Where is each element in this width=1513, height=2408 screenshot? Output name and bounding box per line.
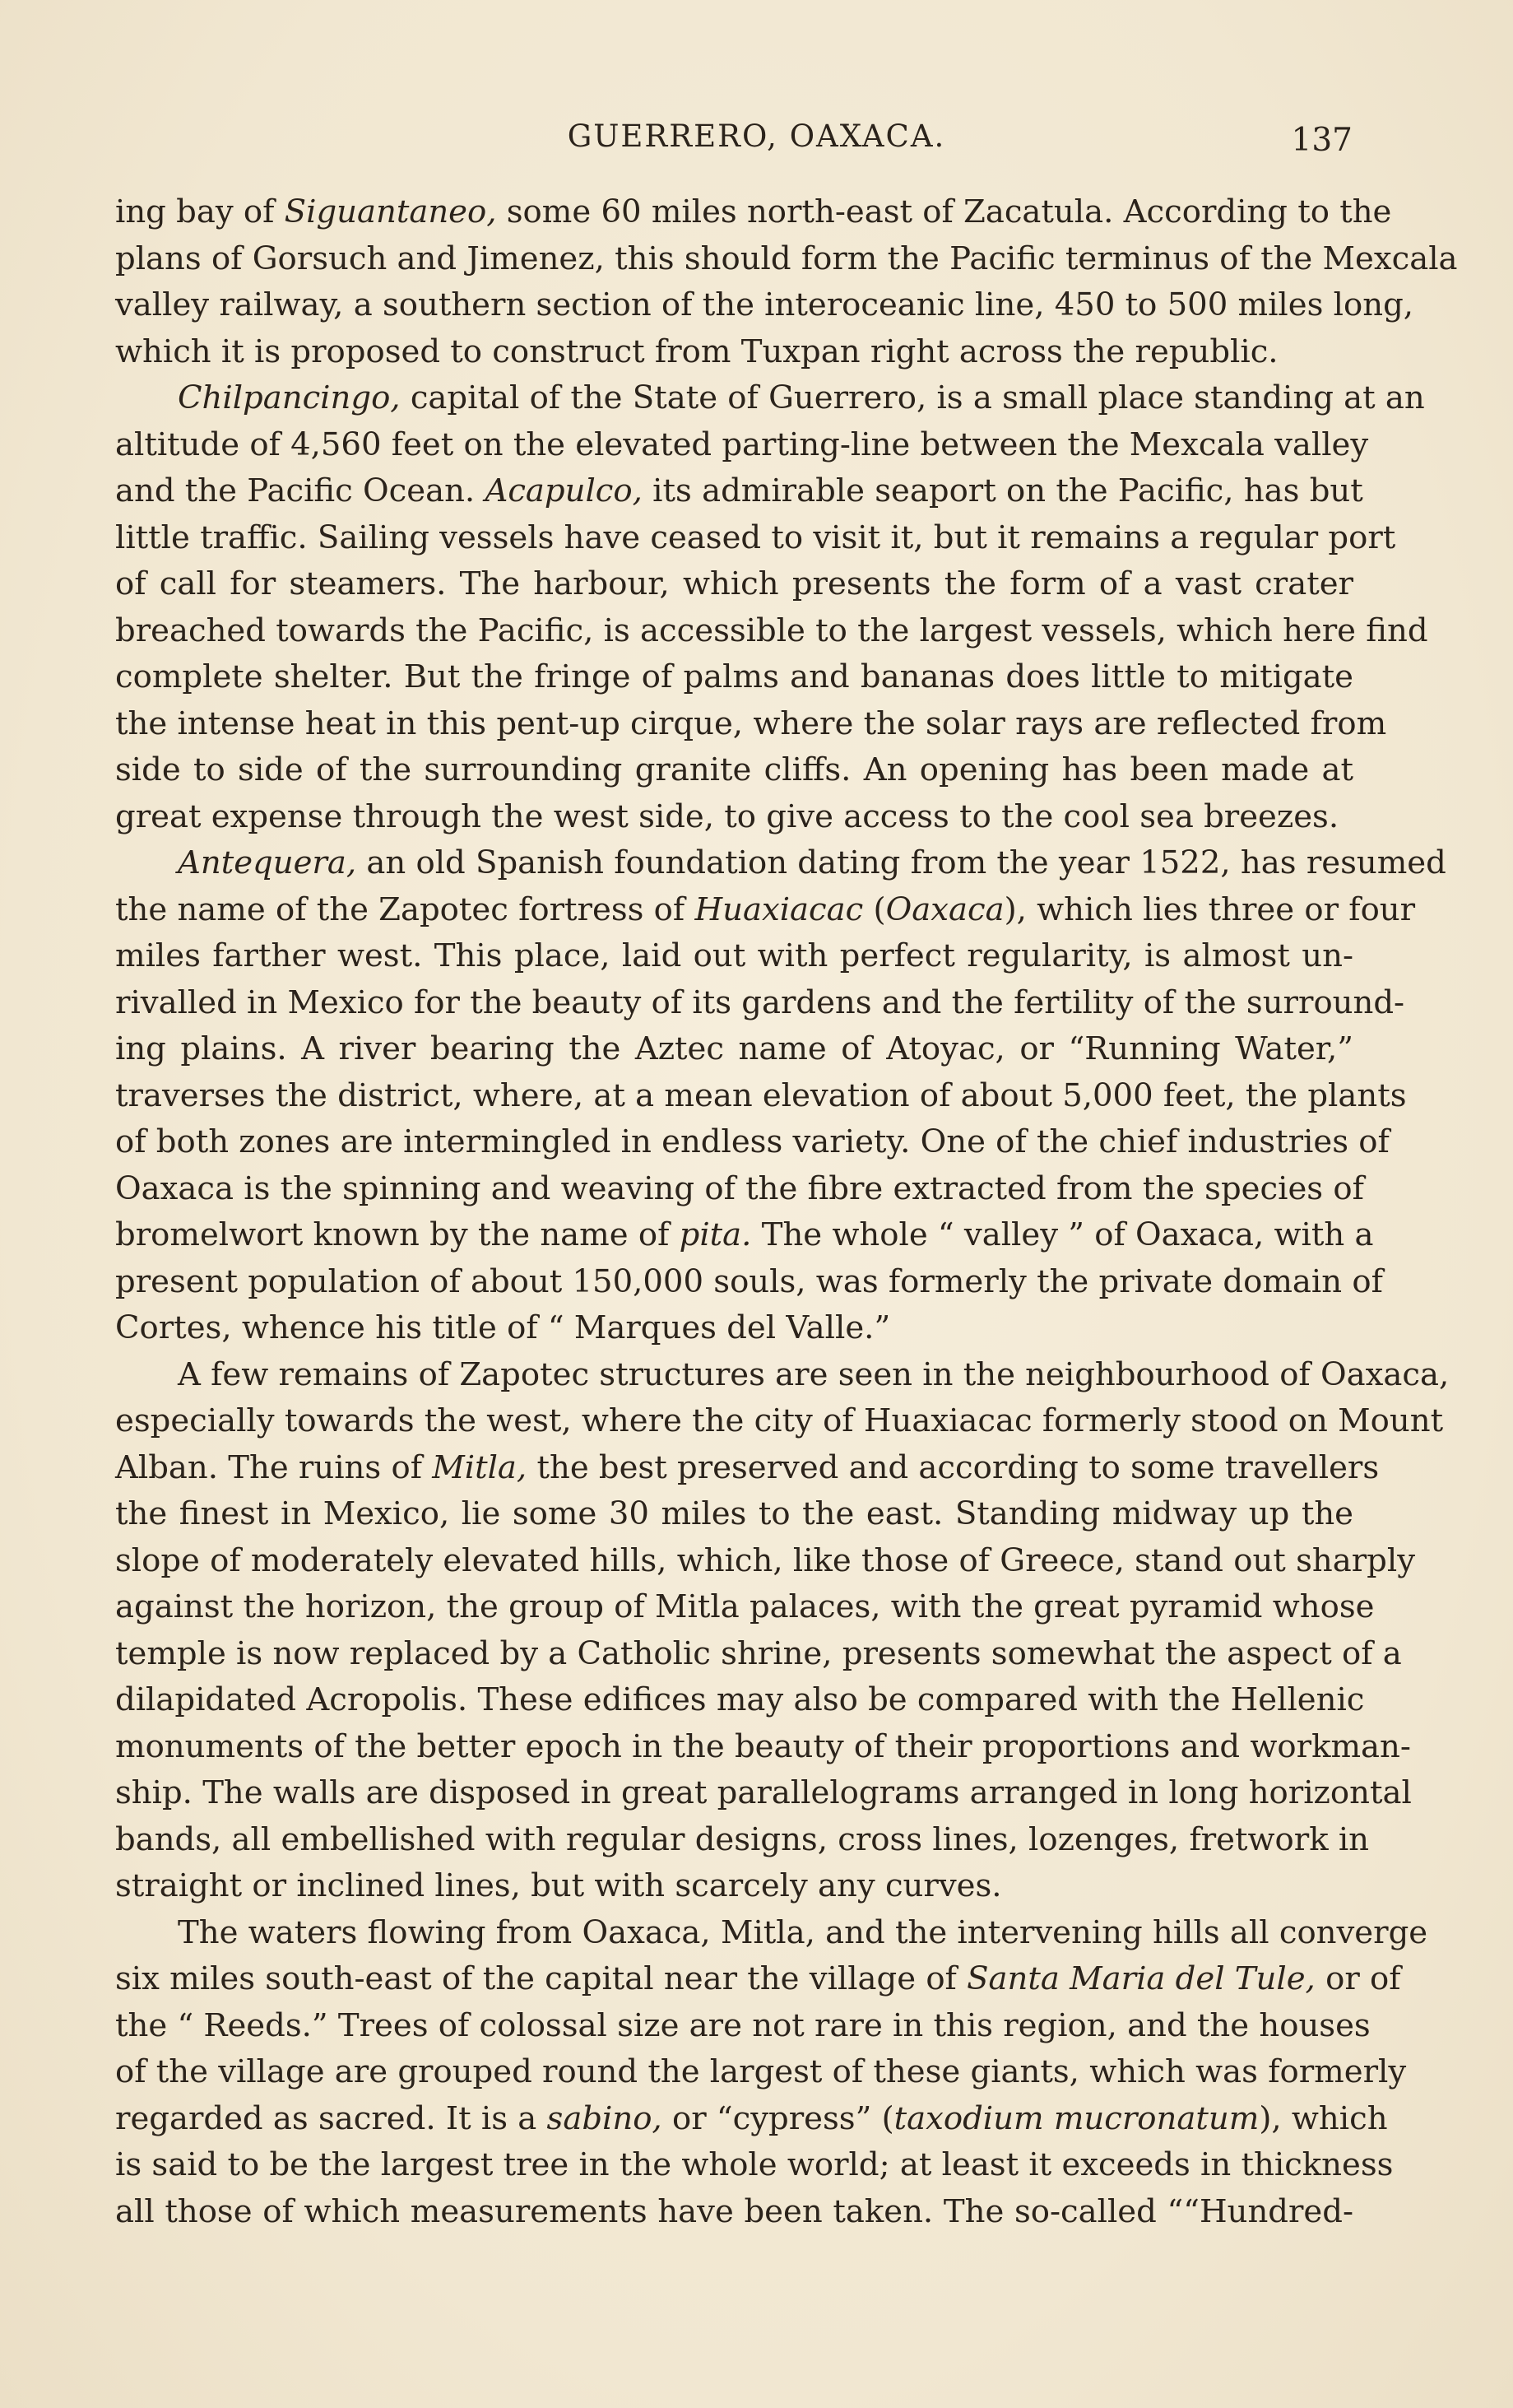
text-line: all those of which measurements have been taken. The so-called ““Hundred-: [115, 2192, 1353, 2230]
text-line: ing bay of Siguantaneo, some 60 miles north-east of Zacatula. According to the: [115, 193, 1392, 230]
text-line: especially towards the west, where the city of Huaxiacac formerly stood on Mount: [115, 1402, 1444, 1439]
text-line: is said to be the largest tree in the whole world; at least it exceeds in thickness: [115, 2146, 1394, 2183]
text-line: of the village are grouped round the largest of these giants, which was formerly: [115, 2053, 1407, 2090]
text-line: great expense through the west side, to give access to the cool sea breezes.: [115, 797, 1339, 835]
running-title: GUERRERO, OAXACA.: [567, 119, 946, 154]
body-text: [115, 189, 1458, 2235]
text-line: temple is now replaced by a Catholic shrine, presents somewhat the aspect of a: [115, 1634, 1402, 1672]
text-line: altitude of 4,560 feet on the elevated parting-line between the Mexcala valley: [115, 425, 1369, 463]
text-line: the “ Reeds.” Trees of colossal size are not rare in this region, and the houses: [115, 2006, 1371, 2044]
text-line: of both zones are intermingled in endless variety. One of the chief industries of: [115, 1123, 1390, 1160]
text-line: Antequera, an old Spanish foundation dating from the year 1522, has resumed: [178, 844, 1446, 881]
text-line: six miles south-east of the capital near the village of Santa Maria del Tule, or of: [115, 1960, 1401, 1997]
text-line: of call for steamers. The harbour, which presents the form of a vast crater: [115, 565, 1353, 602]
page-number: 137: [1291, 122, 1353, 159]
text-line: valley railway, a southern section of the interoceanic line, 450 to 500 miles long,: [115, 286, 1414, 323]
text-line: Chilpancingo, capital of the State of Guerrero, is a small place standing at an: [178, 379, 1425, 416]
text-line: the finest in Mexico, lie some 30 miles to the east. Standing midway up the: [115, 1495, 1353, 1532]
text-line: the intense heat in this pent-up cirque, where the solar rays are reflected from: [115, 704, 1387, 742]
text-line: which it is proposed to construct from Tuxpan right across the republic.: [115, 332, 1279, 370]
text-line: ship. The walls are disposed in great parallelograms arranged in long horizontal: [115, 1774, 1412, 1811]
text-line: regarded as sacred. It is a sabino, or “cypress” (taxodium mucronatum), which: [115, 2099, 1388, 2137]
text-line: traverses the district, where, at a mean elevation of about 5,000 feet, the plants: [115, 1076, 1407, 1114]
text-line: Alban. The ruins of Mitla, the best preserved and according to some travellers: [115, 1448, 1380, 1486]
text-line: The waters flowing from Oaxaca, Mitla, and the intervening hills all converge: [178, 1913, 1428, 1951]
text-line: Oaxaca is the spinning and weaving of the fibre extracted from the species of: [115, 1169, 1364, 1207]
text-line: dilapidated Acropolis. These edifices may also be compared with the Hellenic: [115, 1681, 1365, 1718]
text-line: the name of the Zapotec fortress of Huaxiacac (Oaxaca), which lies three or four: [115, 890, 1416, 928]
text-line: bromelwort known by the name of pita. The whole “ valley ” of Oaxaca, with a: [115, 1216, 1374, 1253]
text-line: breached towards the Pacific, is accessible to the largest vessels, which here find: [115, 611, 1428, 649]
text-line: Cortes, whence his title of “ Marques del Valle.”: [115, 1309, 891, 1346]
text-line: and the Pacific Ocean. Acapulco, its admirable seaport on the Pacific, has but: [115, 472, 1363, 509]
text-line: A few remains of Zapotec structures are seen in the neighbourhood of Oaxaca,: [178, 1355, 1450, 1393]
text-line: plans of Gorsuch and Jimenez, this should form the Pacific terminus of the Mexcala: [115, 239, 1458, 277]
running-head: [0, 114, 1513, 163]
text-line: rivalled in Mexico for the beauty of its gardens and the fertility of the surround-: [115, 983, 1405, 1021]
text-line: miles farther west. This place, laid out with perfect regularity, is almost un-: [115, 937, 1353, 974]
text-line: side to side of the surrounding granite cliffs. An opening has been made at: [115, 751, 1353, 788]
text-line: present population of about 150,000 souls, was formerly the private domain of: [115, 1262, 1383, 1300]
text-line: bands, all embellished with regular designs, cross lines, lozenges, fretwork in: [115, 1820, 1370, 1858]
text-line: against the horizon, the group of Mitla palaces, with the great pyramid whose: [115, 1588, 1375, 1625]
text-line: ing plains. A river bearing the Aztec name of Atoyac, or “Running Water,”: [115, 1030, 1353, 1067]
text-line: complete shelter. But the fringe of palms and bananas does little to mitigate: [115, 658, 1353, 695]
text-line: straight or inclined lines, but with scarcely any curves.: [115, 1867, 1002, 1904]
text-line: little traffic. Sailing vessels have ceased to visit it, but it remains a regular port: [115, 518, 1396, 556]
text-line: slope of moderately elevated hills, which, like those of Greece, stand out sharply: [115, 1541, 1415, 1579]
text-line: monuments of the better epoch in the beauty of their proportions and workman-: [115, 1727, 1411, 1765]
